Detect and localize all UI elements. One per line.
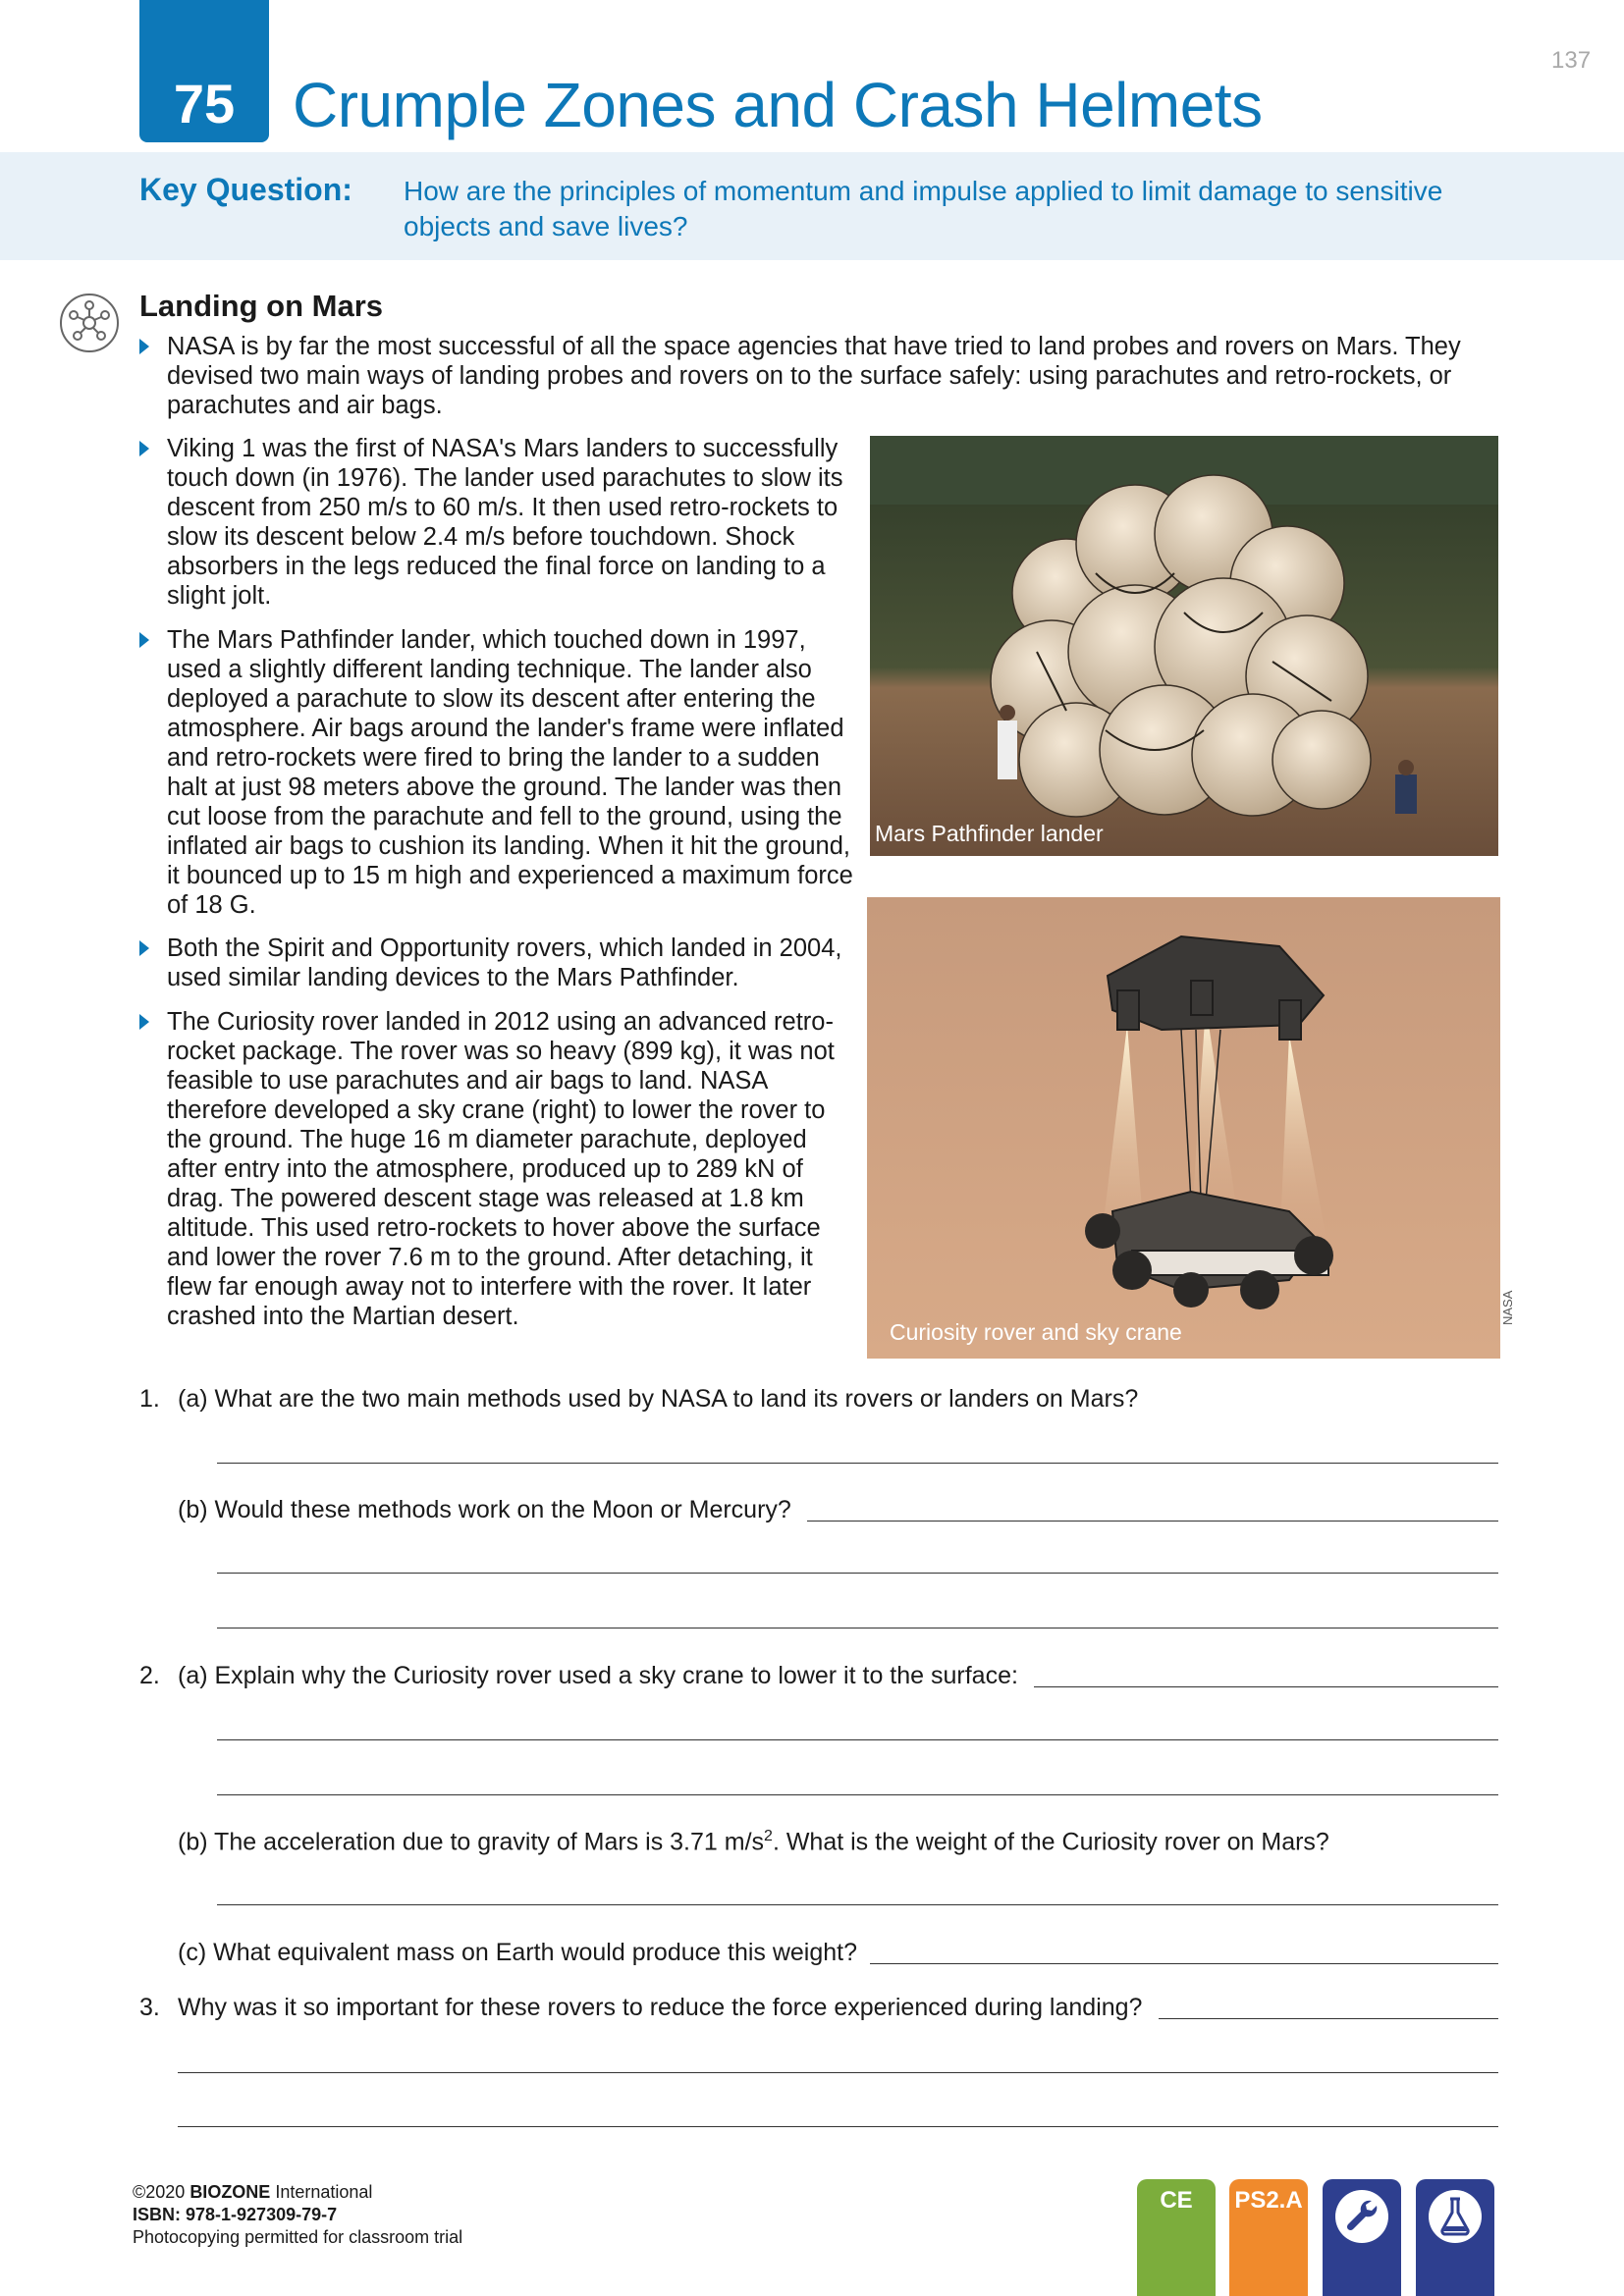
footer <box>133 2181 462 2249</box>
pathfinder-illustration <box>870 436 1498 856</box>
key-question-label: Key Question: <box>139 172 352 207</box>
copyright: ©2020 BIOZONE International <box>133 2182 373 2202</box>
flask-badge <box>1416 2179 1494 2296</box>
bullet-arrow-icon <box>139 1014 149 1030</box>
photo-credit: NASA <box>1500 1290 1515 1325</box>
answer-line[interactable] <box>217 1463 1498 1464</box>
answer-line[interactable] <box>217 1904 1498 1905</box>
question-3: Why was it so important for these rovers to reduce the force experienced during landing? <box>178 1994 1143 2021</box>
bullet-item: The Curiosity rover landed in 2012 using an advanced retro-rocket package. The rover was so heavy (899 kg), it was not feasible to use parachutes and air bags to land. NASA therefore developed a sky crane (right) to lower the rover to the ground. The huge 16 m diameter parachute, deployed after entry into the atmosphere, produced up to 289 kN of drag. The powered descent stage was released at 1.8 km altitude. This used retro-rockets to hover above the surface and lower the rover 7.6 m to the ground. After detaching, it flew far enough away not to interfere with the rover. It later crashed into the Martian desert. <box>167 1007 859 1331</box>
bullet-arrow-icon <box>139 339 149 354</box>
curiosity-illustration <box>867 897 1500 1359</box>
bullet-item: Viking 1 was the first of NASA's Mars landers to successfully touch down (in 1976). The lander used parachutes to slow its descent from 250 m/s to 60 m/s. It then used retro-rockets to slow its descent below 2.4 m/s before touchdown. Shock absorbers in the legs reduced the final force on landing to a slight jolt. <box>167 434 859 611</box>
question-number: 2. <box>139 1662 160 1689</box>
isbn: ISBN: 978-1-927309-79-7 <box>133 2205 338 2224</box>
key-question-text: How are the principles of momentum and impulse applied to limit damage to sensitive objects and save lives? <box>404 176 1443 241</box>
answer-line[interactable] <box>178 2072 1498 2073</box>
curiosity-caption: Curiosity rover and sky crane <box>890 1319 1182 1345</box>
bullet-arrow-icon <box>139 632 149 648</box>
answer-line[interactable] <box>178 2126 1498 2127</box>
curiosity-photo <box>867 897 1500 1359</box>
question-1a: (a) What are the two main methods used by NASA to land its rovers or landers on Mars? <box>178 1385 1139 1413</box>
answer-line[interactable] <box>870 1963 1498 1964</box>
answer-line[interactable] <box>217 1573 1498 1574</box>
answer-line[interactable] <box>1159 2018 1498 2019</box>
pathfinder-photo <box>870 436 1498 856</box>
answer-line[interactable] <box>1034 1686 1498 1687</box>
flask-icon <box>1426 2187 1485 2246</box>
ps-badge: PS2.A <box>1229 2179 1308 2296</box>
question-number: 3. <box>139 1994 160 2021</box>
answer-line[interactable] <box>217 1628 1498 1629</box>
page-number: 137 <box>1551 47 1592 74</box>
question-number: 1. <box>139 1385 160 1413</box>
bullet-item: NASA is by far the most successful of all the space agencies that have tried to land probes and rovers on Mars. They devised two main ways of landing probes and rovers on to the surface safely: using parachutes and retro-rockets, or parachutes and air bags. <box>167 332 1463 420</box>
question-2c: (c) What equivalent mass on Earth would produce this weight? <box>178 1939 858 1966</box>
ce-badge: CE <box>1137 2179 1216 2296</box>
page-title: Crumple Zones and Crash Helmets <box>293 70 1263 140</box>
photocopy-note: Photocopying permitted for classroom trial <box>133 2227 463 2247</box>
network-icon <box>59 293 120 353</box>
bullet-item: The Mars Pathfinder lander, which touched down in 1997, used a slightly different landing technique. The lander also deployed a parachute to slow its descent after entering the atmosphere. Air bags around the lander's frame were inflated and retro-rockets were fired to bring the lander to a sudden halt at just 98 meters above the ground. The lander was then cut loose from the parachute and fell to the ground, using the inflated air bags to cushion its landing. When it hit the ground, it bounced up to 15 m high and experienced a maximum force of 18 G. <box>167 625 859 920</box>
section-title: Landing on Mars <box>139 289 383 323</box>
question-1b: (b) Would these methods work on the Moon or Mercury? <box>178 1496 791 1523</box>
bullet-arrow-icon <box>139 940 149 956</box>
question-2b: (b) The acceleration due to gravity of Mars is 3.71 $m/s^2$. What is the weight of the Curiosity rover on Mars? <box>178 1828 1329 1856</box>
answer-line[interactable] <box>807 1521 1498 1522</box>
bullet-arrow-icon <box>139 441 149 456</box>
answer-line[interactable] <box>217 1739 1498 1740</box>
pathfinder-caption: Mars Pathfinder lander <box>875 821 1104 846</box>
activity-number: 75 <box>139 0 269 142</box>
answer-line[interactable] <box>217 1794 1498 1795</box>
wrench-badge <box>1323 2179 1401 2296</box>
bullet-item: Both the Spirit and Opportunity rovers, which landed in 2004, used similar landing devices to the Mars Pathfinder. <box>167 934 859 992</box>
question-2a: (a) Explain why the Curiosity rover used a sky crane to lower it to the surface: <box>178 1662 1018 1689</box>
wrench-icon <box>1332 2187 1391 2246</box>
